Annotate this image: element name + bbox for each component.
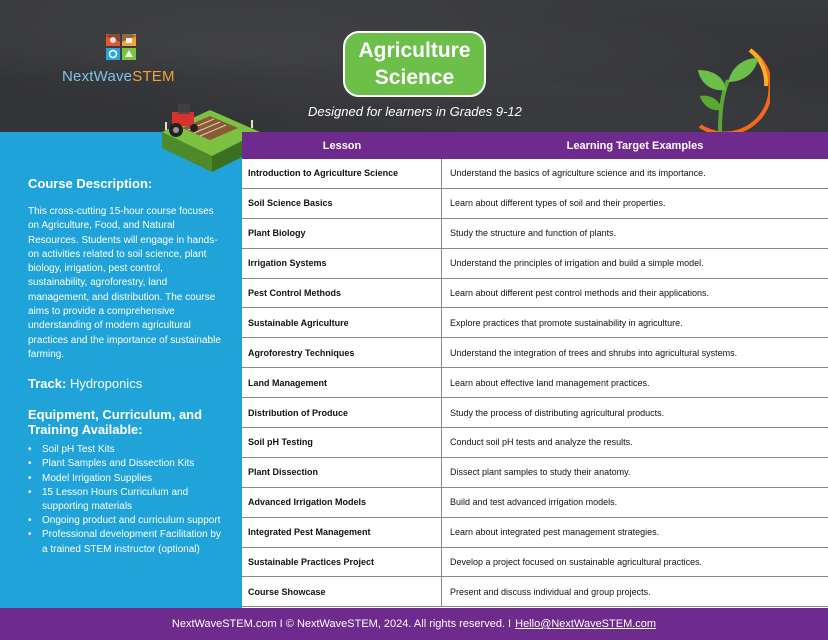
table-row [242,279,828,309]
lesson-cell: Integrated Pest Management [242,518,442,547]
table-row [242,548,828,578]
table-row [242,368,828,398]
learning-target-cell: Dissect plant samples to study their anatomy. [450,467,631,478]
lesson-cell: Irrigation Systems [242,249,442,278]
table-row [242,219,828,249]
lesson-cell: Land Management [242,368,442,397]
brand-name [62,68,175,85]
equipment-list [28,443,228,557]
column-header-lesson: Lesson [322,139,362,152]
brand-logo[interactable] [62,30,192,90]
learning-target-cell: Study the process of distributing agricultural products. [450,407,665,418]
brand-name-next: NextWave [62,68,133,85]
equipment-item: • Model Irrigation Supplies [28,472,228,486]
table-row [242,189,828,219]
learning-target-cell: Understand the principles of irrigation and build a simple model. [450,258,704,269]
lesson-table [242,132,828,608]
lesson-cell: Advanced Irrigation Models [242,488,442,517]
lesson-cell: Pest Control Methods [242,279,442,308]
learning-target-cell: Study the structure and function of plants. [450,228,617,239]
column-header-learning-targets: Learning Target Examples [566,139,704,152]
sprout-icon [680,40,770,135]
table-row [242,249,828,279]
equipment-item: • Ongoing product and curriculum support [28,514,228,528]
table-row [242,577,828,607]
learning-target-cell: Understand the integration of trees and shrubs into agricultural systems. [450,347,738,358]
table-header [242,132,828,159]
lesson-cell: Introduction to Agriculture Science [242,159,442,188]
footer-email-link[interactable]: Hello@NextWaveSTEM.com [515,618,657,630]
equipment-item: • Soil pH Test Kits [28,443,228,457]
track-value: Hydroponics [69,376,143,392]
track-line [28,376,228,391]
track-label: Track: [28,376,67,392]
learning-target-cell: Build and test advanced irrigation models. [450,497,618,508]
learning-target-cell: Explore practices that promote sustainability in agriculture. [450,317,683,328]
lesson-cell: Course Showcase [242,577,442,606]
learning-target-cell: Develop a project focused on sustainable agricultural practices. [450,557,703,568]
lesson-cell: Plant Biology [242,219,442,248]
lesson-cell: Soil pH Testing [242,428,442,457]
equipment-item: • Professional development Facilitation by a trained STEM instructor (optional) [28,528,228,556]
lesson-cell: Sustainable Agriculture [242,308,442,337]
learning-target-cell: Learn about different pest control methods and their applications. [450,288,710,298]
page-title [343,31,486,97]
header [0,0,828,132]
lesson-cell: Soil Science Basics [242,189,442,218]
title-line-2: Science [374,66,455,89]
learning-target-cell: Learn about different types of soil and their properties. [450,198,666,209]
table-row [242,308,828,338]
footer [0,608,828,640]
table-row [242,159,828,189]
lesson-cell: Sustainable Practices Project [242,548,442,577]
lesson-cell: Distribution of Produce [242,398,442,427]
table-row [242,458,828,488]
learning-target-cell: Understand the basics of agriculture science and its importance. [450,168,706,179]
learning-target-cell: Conduct soil pH tests and analyze the results. [450,437,633,448]
lesson-cell: Plant Dissection [242,458,442,487]
equipment-item: • Plant Samples and Dissection Kits [28,457,228,471]
course-description-text: This cross-cutting 15-hour course focuses on Agriculture, Food, and Natural Resources. Students will engage in hands-on activities related to soil science, plant biology, irrigation, pest control, sustainability, agroforestry, land management, and distribution. The course aims to provide a comprehensive understanding of modern agricultural practices and the importance of sustainable farming. [28,206,221,360]
table-row [242,398,828,428]
course-description-heading: Course Description: [28,176,153,191]
brand-name-stem: STEM [132,68,175,85]
course-info-panel [0,132,242,608]
equipment-item: • 15 Lesson Hours Curriculum and supporting materials [28,486,228,514]
lesson-cell: Agroforestry Techniques [242,338,442,367]
table-body [242,159,828,607]
table-row [242,428,828,458]
learning-target-cell: Present and discuss individual and group projects. [450,586,651,597]
footer-text: NextWaveSTEM.com I © NextWaveSTEM, 2024. All rights reserved. I [171,618,512,630]
table-row [242,338,828,368]
grade-subtitle: Designed for learners in Grades 9-12 [308,104,522,119]
school-logo-icon [104,30,138,64]
table-row [242,488,828,518]
learning-target-cell: Learn about effective land management practices. [450,377,650,388]
equipment-heading: Equipment, Curriculum, and Training Available: [28,407,203,438]
table-row [242,518,828,548]
title-line-1: Agriculture [358,39,471,62]
learning-target-cell: Learn about integrated pest management strategies. [450,527,660,538]
